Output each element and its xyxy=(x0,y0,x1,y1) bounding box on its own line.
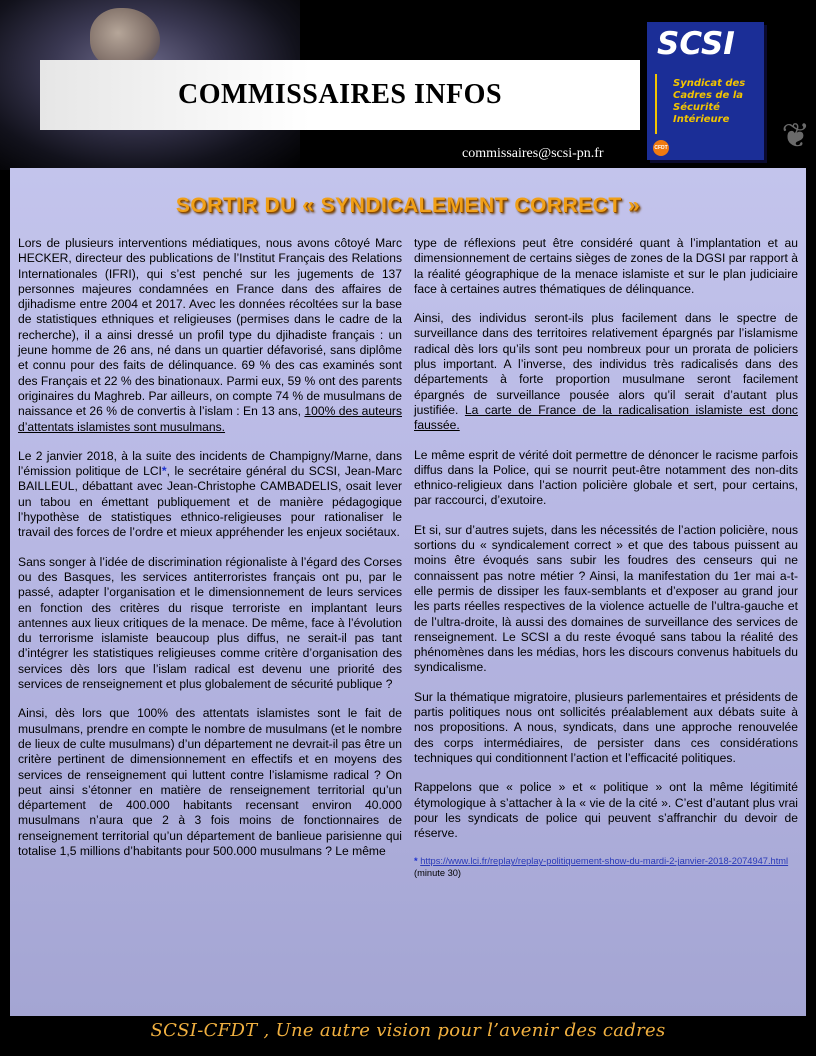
paragraph: Ainsi, dès lors que 100% des attentats islamistes sont le fait de musulmans, prendre en compte le nombre de musulmans (et le nombre de lieux de culte musulmans) d’un département ne devrait-il pas être un critère pertinent de dimensionnement en effectifs et en moyens des services de renseignement qui luttent contre l’islamisme radical ? On peut ainsi s’étonner en matière de renseignement territorial qu’un département de 400.000 habitants recensant environ 40.000 musulmans n’aura que 2 à 3 fois moins de fonctionnaires de renseignement territorial qu’un département de banlieue parisienne qui totalise 1,5 millions d’habitants pour 500.000 musulmans ? Le même xyxy=(18,706,402,858)
paragraph xyxy=(18,236,402,435)
logo-line: Syndicat des xyxy=(673,78,746,89)
paragraph-text: Le 2 janvier 2018, à la suite des incidents de Champigny/Marne, dans l’émission politique de LCI xyxy=(18,448,402,479)
paragraph: Et si, sur d’autres sujets, dans les nécessités de l’action policière, nous sortions du « syndicalement correct » et que des tabous puissent au moins être évoqués sans subir les foudres des censeurs qui ne connaissent pas notre métier ? Ainsi, la manifestation du 1er mai a-t-elle permis de dissiper les faux-semblants et d’exposer au grand jour les parts réelles respectives de la violence actuelle de l’ultra-gauche et de l’ultra-droite, là aussi des domaines de surveillance des services de renseignement. Le SCSI a du reste évoqué sans tabou la réalité des phénomènes dans les médias, hors les discours convenus habituels du syndicalisme. xyxy=(414,522,798,675)
footer-slogan: SCSI-CFDT , Une autre vision pour l’avenir des cadres xyxy=(150,1020,666,1041)
title-bar xyxy=(40,60,640,130)
newsletter-title: COMMISSAIRES INFOS xyxy=(177,79,503,110)
article-title: SORTIR DU « SYNDICALEMENT CORRECT » xyxy=(175,194,641,217)
underlined-text: 100% des auteurs d’attentats islamistes sont musulmans. xyxy=(18,404,402,434)
left-column xyxy=(18,236,402,879)
logo-line: Intérieure xyxy=(673,114,730,125)
logo-line: Sécurité xyxy=(673,102,720,113)
logo-name: SCSI xyxy=(657,26,735,62)
paragraph-text: Lors de plusieurs interventions médiatiques, nous avons côtoyé Marc HECKER, directeur des publications de l’Institut Français des Relations Internationales (IFRI), qui s’est penché sur les jugements de 137 personnes majeures condamnées en France dans des affaires de djihadisme entre 2004 et 2017. Avec les données récoltées sur la base de statistiques ethniques et religieuses (permises dans le cadre de la recherche), il a ainsi dressé un profil type du djihadiste français : un jeune homme de 26 ans, né dans un quartier défavorisé, sans diplôme et connu pour des faits de délinquance. 69 % des cas examinés sont des Français et 22 % des binationaux. Parmi eux, 59 % ont des parents originaires du Maghreb. Par ailleurs, on compte 74 % de musulmans de naissance et 26 % de convertis à l’islam : En 13 ans, xyxy=(18,236,402,419)
laurel-icon: ❦ xyxy=(781,117,810,155)
paragraph xyxy=(414,311,798,433)
footnote-marker: * xyxy=(414,856,418,867)
paragraph: Sur la thématique migratoire, plusieurs parlementaires et présidents de partis politiques nous ont sollicités préalablement aux débats suite à nos propositions. A nous, syndicats, dans une approche renouvelée des corps intermédiaires, de persister dans ces considérations techniques qui conditionnent l’action et l’efficacité politiques. xyxy=(414,689,798,765)
footnote-link[interactable]: https://www.lci.fr/replay/replay-politiquement-show-du-mardi-2-janvier-2018-2074947.html xyxy=(420,856,789,867)
paragraph: type de réflexions peut être considéré quant à l’implantation et au dimensionnement de certains sièges de zones de la DGSI par rapport à la réalité géographique de la menace islamiste et sur le plan judiciaire face à certaines autres thématiques de délinquance. xyxy=(414,236,798,296)
cfdt-badge: CFDT xyxy=(653,140,669,156)
logo-line: Cadres de la xyxy=(673,90,743,101)
paragraph-text: , le secrétaire général du SCSI, Jean-Marc BAILLEUL, débattant avec Jean-Christophe CAMBADELIS, osait lever un tabou en émettant publiquement et de manière pédagogique l’hypothèse de statistiques ethnico-religieuses pour rationaliser le travail des forces de l’ordre et mieux appréhender les enjeux sociétaux. xyxy=(18,464,403,540)
paragraph: Sans songer à l’idée de discrimination régionaliste à l’égard des Corses ou des Basques, les services antiterroristes français ont pu, par le passé, adapter l’organisation et le dimensionnement de leurs services en fonction des critères du risque terroriste en implantant leurs antennes aux lieux critiques de la menace. De même, face à l’évolution du terrorisme islamiste beaucoup plus diffus, ne serait-il pas tant d’intégrer les statistiques religieuses comme critère d’organisation des services dès lors que l’islam radical est devenu une priorité des services de renseignement et plus globalement de sécurité publique ? xyxy=(18,554,402,692)
footnote xyxy=(414,855,798,879)
right-column xyxy=(414,236,798,879)
contact-email[interactable]: commissaires@scsi-pn.fr xyxy=(462,146,604,161)
paragraph-text: Ainsi, des individus seront-ils plus facilement dans le spectre de surveillance dans des territoires relativement épargnés par l’islamisme radical dès lors qu’ils sont peu nombreux pour un prorata de policiers plus important. A l’inverse, des individus très radicalisés dans des départements à forte proportion musulmane seront facilement épargnés de surveillance pousée alors qu’il serait d’autant plus justifiée. xyxy=(414,311,798,417)
paragraph xyxy=(18,449,402,541)
paragraph: Le même esprit de vérité doit permettre de dénoncer le racisme parfois diffus dans la Police, qui se nourrit peut-être notamment des non-dits ethnico-religieux dans l’action policière globale et sert, pour certains, par raccourci, d’exutoire. xyxy=(414,447,798,508)
footnote-suffix: (minute 30) xyxy=(414,868,462,879)
logo-stripe xyxy=(655,74,657,134)
article-columns xyxy=(18,236,798,879)
footnote-marker: * xyxy=(161,464,167,479)
article-panel xyxy=(10,168,806,1016)
underlined-text: La carte de France de la radicalisation islamiste est donc faussée. xyxy=(414,402,798,433)
paragraph: Rappelons que « police » et « politique » ont la même légitimité étymologique à s’attacher à la « vie de la cité ». C’est d’autant plus vrai pour les syndicats de police qui peuvent s’affranchir du devoir de réserve. xyxy=(414,780,798,841)
